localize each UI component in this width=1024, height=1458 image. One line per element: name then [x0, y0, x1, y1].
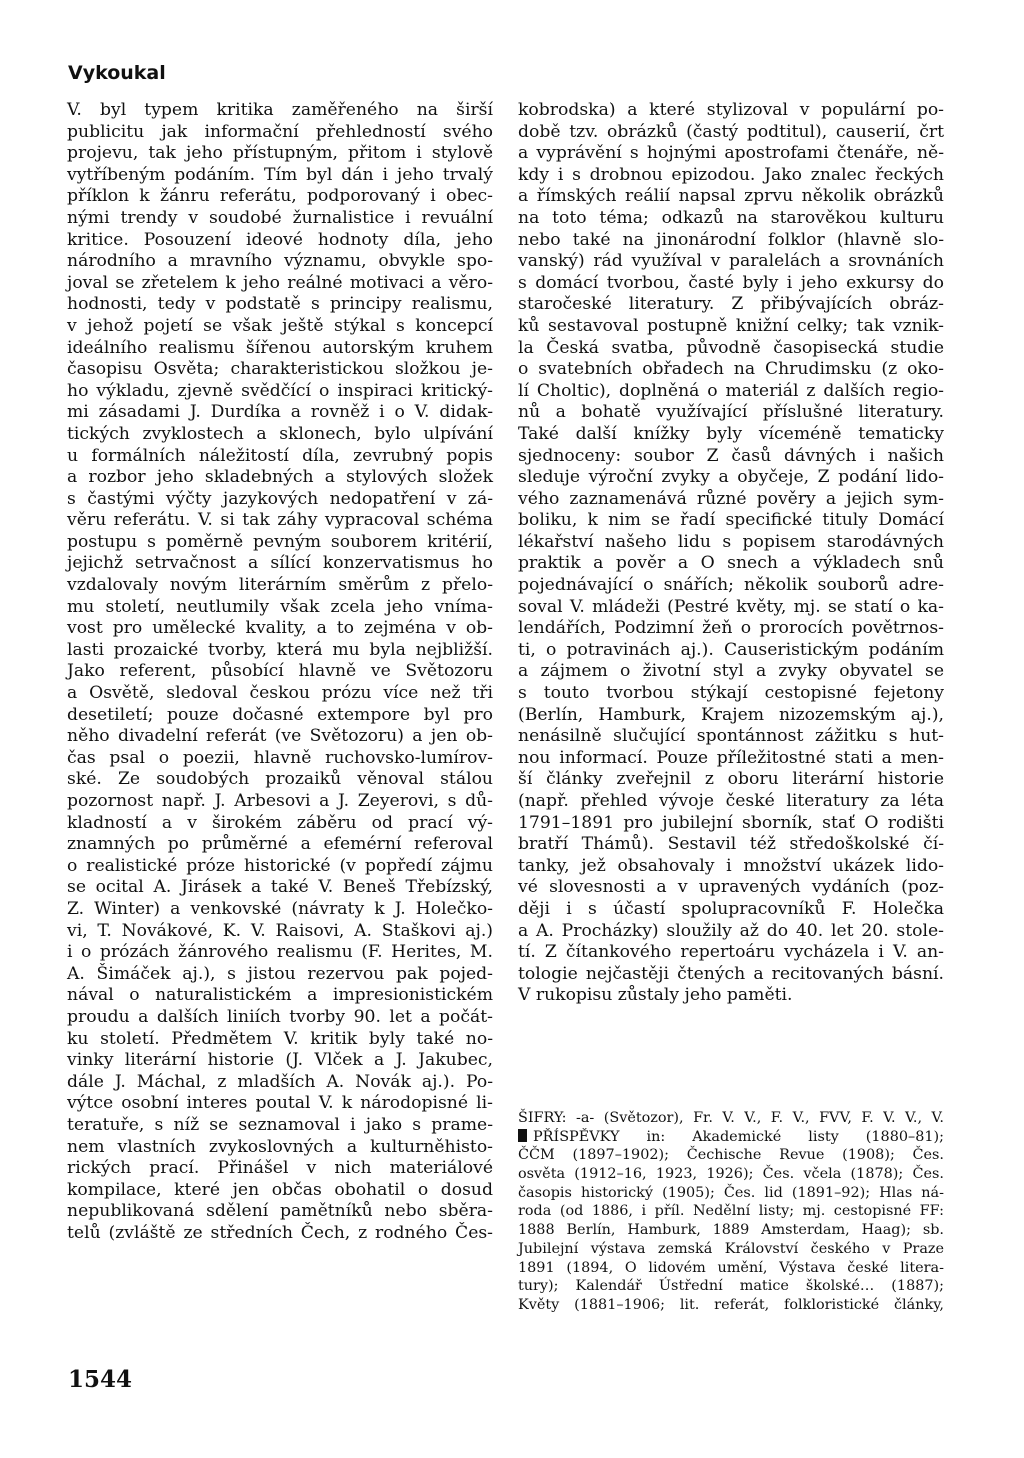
text-line: (Berlín, Hamburk, Krajem nizozemským aj.),	[518, 704, 944, 725]
text-line: tury); Kalendář Ústřední matice školské… (1887);	[518, 1278, 944, 1295]
text-line: kritice. Posouzení ideové hodnoty díla, jeho	[67, 229, 493, 250]
text-line: tologie nejčastěji čtených a recitovaných básní.	[518, 963, 944, 984]
text-line: kdy i s drobnou epizodou. Jako znalec řeckých	[518, 164, 944, 185]
text-line: u formálních náležitostí díla, zevrubný popis	[67, 445, 493, 466]
text-line: soval V. mládeži (Pestré květy, mj. se statí o ka-	[518, 596, 944, 617]
text-line: projevu, tak jeho přístupným, přitom i stylově	[67, 143, 493, 164]
text-line: kobrodska) a které stylizoval v populární po-	[518, 100, 944, 120]
text-line: mi zásadami J. Durdíka a rovněž i o V. didak-	[67, 402, 493, 423]
text-line: příklon k žánru referátu, podporovaný i obec-	[67, 186, 493, 207]
text-line: 1891 (1894, O lidovém umění, Výstava české litera-	[518, 1259, 944, 1276]
text-line: ideálního realismu šířenou autorským kruhem	[67, 337, 493, 358]
text-line: s touto tvorbou stýkají cestopisné fejetony	[518, 683, 944, 704]
text-line: sleduje výroční zvyky a obyčeje, Z podání lido-	[518, 467, 944, 488]
text-line: 1791–1891 pro jubilejní sborník, stať O rodišti	[518, 812, 944, 833]
text-line: pojednávající o snářích; několik souborů adre-	[518, 575, 944, 596]
text-line: publicitu jak informační přehledností svého	[67, 121, 493, 142]
text-line: nů a bohatě využívající příslušné literatury.	[518, 402, 944, 423]
text-line: znamných po průměrné a efemérní referoval	[67, 834, 493, 855]
bullet-icon	[518, 1129, 527, 1142]
text-line: časopisu Osvěta; charakteristickou složkou je-	[67, 359, 493, 380]
text-line: a římských reálií napsal zprvu několik obrázků	[518, 186, 944, 207]
text-line: tí. Z čítankového repertoáru vycházela i V. an-	[518, 942, 944, 963]
left-text-column	[67, 100, 493, 1244]
text-line: nem vlastních zvykoslovných a kulturněhisto-	[67, 1136, 493, 1157]
text-line: rických prací. Přinášel v nich materiálové	[67, 1158, 493, 1179]
text-line: lasti prozaické tvorby, která mu byla nejbližší.	[67, 639, 493, 660]
text-line: roda (od 1886, i příl. Nedělní listy; mj. cestopisné FF:	[518, 1203, 944, 1220]
text-line: staročeské literatury. Z přibývajících obráz-	[518, 294, 944, 315]
text-line: vanský) rád využíval v paralelách a srovnáních	[518, 251, 944, 272]
text-line: mu století, neutlumily však zcela jeho vníma-	[67, 596, 493, 617]
text-line: Květy (1881–1906; lit. referát, folkloristické články,	[518, 1296, 944, 1313]
right-text-column	[518, 100, 944, 1007]
text-line: ší články zveřejnil z oboru literární historie	[518, 769, 944, 790]
text-line: a rozbor jeho skladebných a stylových složek	[67, 467, 493, 488]
text-line: ději i s účastí spolupracovníků F. Holečka	[518, 898, 944, 919]
text-line: a vyprávění s hojnými apostrofami čtenáře, ně-	[518, 143, 944, 164]
text-line: v jehož pojetí se však ještě stýkal s koncepcí	[67, 315, 493, 336]
text-line: s domácí tvorbou, časté byly i jeho exkursy do	[518, 272, 944, 293]
text-line: telů (zvláště ze středních Čech, z rodného Čes-	[67, 1222, 493, 1243]
text-line: (např. přehled vývoje české literatury za léta	[518, 791, 944, 811]
text-line: hodnosti, tedy v podstatě s principy realismu,	[67, 294, 493, 315]
text-line: vi, T. Novákové, K. V. Raisovi, A. Staškovi aj.)	[67, 920, 493, 941]
text-line: joval se zřetelem k jeho reálné motivaci a věro-	[67, 272, 493, 293]
text-line: vytříbeným podáním. Tím byl dán i jeho trvalý	[67, 164, 493, 185]
text-line: době tzv. obrázků (častý podtitul), causerií, črt	[518, 121, 944, 142]
text-line: postupu s poměrně pevným souborem kritérií,	[67, 531, 493, 552]
text-line: ho výkladu, zjevně svědčící o inspiraci kritický-	[67, 380, 493, 401]
text-line: Také další knížky byly víceméně tematicky	[518, 423, 944, 444]
text-line: nepublikovaná sdělení pamětníků nebo sběra-	[67, 1201, 493, 1222]
text-line: s častými výčty jazykových nedopatření v zá-	[67, 488, 493, 509]
text-line: ČČM (1897–1902); Čechische Revue (1908); Čes.	[518, 1147, 944, 1164]
text-line: dále J. Máchal, z mladších A. Novák aj.). Po-	[67, 1071, 493, 1092]
text-line: ti, o potravinách aj.). Causeristickým podáním	[518, 639, 944, 660]
text-line: vého zaznamenává různé pověry a jejich sym-	[518, 488, 944, 509]
text-line: věru referátu. V. si tak záhy vypracoval schéma	[67, 510, 493, 531]
page-number: 1544	[68, 1366, 133, 1393]
text-line: o svatebních obřadech na Chrudimsku (z oko-	[518, 359, 944, 380]
text-line: ku století. Předmětem V. kritik byly také no-	[67, 1028, 493, 1049]
text-line: i o prózách žánrového realismu (F. Herites, M.	[67, 942, 493, 963]
text-line: desetiletí; pouze dočasné extempore byl pro	[67, 704, 493, 725]
text-line: proudu a dalších liniích tvorby 90. let a počát-	[67, 1006, 493, 1027]
running-head: Vykoukal	[68, 62, 166, 84]
text-line: lékařství našeho lidu s popisem starodávných	[518, 531, 944, 552]
text-line: lí Choltic), doplněná o materiál z dalších regio-	[518, 380, 944, 401]
text-line: vzdalovaly novým literárním směrům z přelo-	[67, 575, 493, 596]
text-line: A. Šimáček aj.), s jistou rezervou pak pojed-	[67, 963, 493, 984]
text-line: V. byl typem kritika zaměřeného na širší	[67, 100, 493, 120]
text-line: praktik a pověr a O snech a výkladech snů	[518, 553, 944, 574]
text-line: sjednoceny: soubor Z časů dávných i našich	[518, 445, 944, 466]
text-line: nými trendy v soudobé žurnalistice i revuální	[67, 207, 493, 228]
text-line: a Osvětě, sledoval českou prózu více než tři	[67, 683, 493, 704]
text-line: boliku, k nim se řadí specifické tituly Domácí	[518, 510, 944, 531]
text-line: o realistické próze historické (v popředí zájmu	[67, 855, 493, 876]
text-line: tanky, jež obsahovaly i množství ukázek lido-	[518, 855, 944, 876]
text-line: něho divadelní referát (ve Světozoru) a jen ob-	[67, 726, 493, 747]
text-line: ské. Ze soudobých prozaiků věnoval stálou	[67, 769, 493, 790]
text-line: 1888 Berlín, Hamburk, 1889 Amsterdam, Haag); sb.	[518, 1222, 944, 1239]
text-line: ků sestavoval postupně knižní celky; tak vznik-	[518, 315, 944, 336]
text-line: národního a mravního významu, obvykle spo-	[67, 251, 493, 272]
text-line: kladností a v širokém záběru od prací vý-	[67, 812, 493, 833]
text-line: la Česká svatba, původně časopisecká studie	[518, 337, 944, 358]
text-line: vé slovesnosti a v upravených vydáních (poz-	[518, 877, 944, 898]
text-line: PŘÍSPĚVKY in: Akademické listy (1880–81);	[518, 1128, 944, 1147]
text-line: Jubilejní výstava zemská Království českého v Praze	[518, 1240, 944, 1257]
text-line: nebo také na jinonárodní folklor (hlavně slo-	[518, 229, 944, 250]
text-line: nenásilně slučující spontánnost zážitku s hut-	[518, 726, 944, 747]
text-line: teratuře, s níž se seznamoval i jako s prame-	[67, 1114, 493, 1135]
text-line: časopis historický (1905); Čes. lid (1891–92); Hlas ná-	[518, 1184, 944, 1201]
text-line: výtce osobní interes poutal V. k národopisné li-	[67, 1093, 493, 1114]
text-line: a zájmem o životní styl a zvyky obyvatel se	[518, 661, 944, 682]
text-line: vinky literární historie (J. Vlček a J. Jakubec,	[67, 1050, 493, 1071]
text-line: V rukopisu zůstaly jeho paměti.	[518, 985, 793, 1006]
text-line: a A. Procházky) sloužily až do 40. let 20. stole-	[518, 920, 944, 941]
text-line: nou informací. Pouze příležitostné stati a men-	[518, 747, 944, 768]
text-line: na toto téma; odkazů na starověkou kulturu	[518, 207, 944, 228]
text-line: osvěta (1912–16, 1923, 1926); Čes. včela (1878); Čes.	[518, 1166, 944, 1183]
text-line: se ocital A. Jirásek a také V. Beneš Třebízský,	[67, 877, 493, 898]
text-line: lendářích, Podzimní žeň o prorocích povětrnos-	[518, 618, 944, 639]
text-line: Z. Winter) a venkovské (návraty k J. Holečko-	[67, 898, 493, 919]
text-line: vost pro umělecké kvality, a to zejména v ob-	[67, 618, 493, 639]
text-line: tických zvyklostech a sklonech, bylo ulpívání	[67, 423, 493, 444]
text-line: pozornost např. J. Arbesovi a J. Zeyerovi, s dů-	[67, 791, 493, 811]
text-line: bratří Thámů). Sestavil též středoškolské čí-	[518, 834, 944, 855]
bibliography-notes	[518, 1109, 944, 1315]
text-line: ŠIFRY: -a- (Světozor), Fr. V. V., F. V., FVV, F. V. V., V.	[518, 1110, 944, 1126]
text-line: jejichž setrvačnost a sílící konzervatismus ho	[67, 553, 493, 574]
text-line: nával o naturalistickém a impresionistickém	[67, 985, 493, 1006]
text-line: čas psal o poezii, hlavně ruchovsko-lumírov-	[67, 747, 493, 768]
text-line: kompilace, které jen občas obohatil o dosud	[67, 1179, 493, 1200]
text-line: Jako referent, působící hlavně ve Světozoru	[67, 661, 493, 682]
